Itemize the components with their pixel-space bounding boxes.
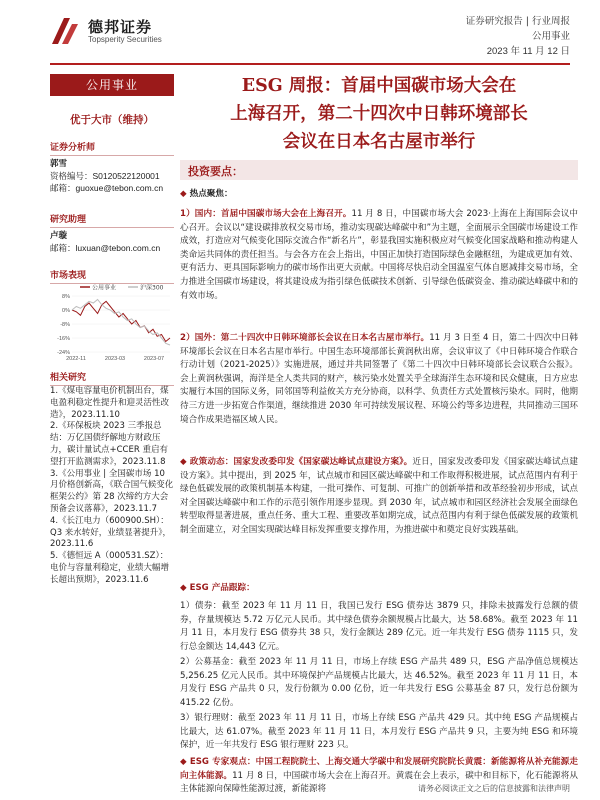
report-title [180, 72, 578, 156]
key-points-bar [180, 160, 578, 180]
related-item[interactable]: 2.《环保板块 2023 三季报总结：万亿国债纾解地方财政压力，碳计量试点+CCER 重启有望打开监测需求》，2023.11.8 [50, 421, 168, 467]
y-tick-label: -24% [57, 350, 70, 356]
key-points-label: 投资要点： [188, 165, 243, 178]
foreign-heading: 2）国外：第二十四次中日韩环境部长会议在日本名古屋市举行。 [180, 333, 430, 343]
foreign-body: 11 月 3 日至 4 日，第二十四次中日韩环境部长会议在日本名古屋市举行。中国生态环境部部长黄润秋出席，会议审议了《中日韩环境合作联合行动计划（2021-2025）》实施进展，通过并共同签署了《第二十四次中日韩环境部长会议联合公报》。会上黄润秋强调，海洋是全人类共同的财产，核污染水处置关乎全球海洋生态环境和民众健康，日方应忠实履行本国的国际义务，同邻国等利益攸关方充分协商，以科学、负责任方式处置核污染水。同时，他期待三方进一步拓宽合作渠道，继续推进 2030 年可持续发展议程、环境公约等多边进程，共同推动三国环境合作成果造福区域人民。 [180, 333, 578, 425]
related-list [50, 386, 174, 587]
assistant-heading: 研究助理 [50, 212, 174, 228]
report-header [0, 0, 600, 68]
disclaimer-footer: 请务必阅读正文之后的信息披露和法律声明 [418, 784, 570, 793]
analyst-heading: 证券分析师 [50, 140, 174, 156]
market-chart [50, 282, 174, 364]
y-tick-label: 0% [62, 308, 70, 314]
main-content [180, 68, 578, 798]
bullet-icon: ◆ [180, 457, 190, 467]
header-divider [50, 63, 570, 65]
hot-topics-label: 热点聚焦： [189, 189, 233, 199]
bullet-icon: ◆ [180, 583, 190, 593]
x-tick-label: 2023-07 [143, 356, 165, 362]
domestic-heading: 1）国内：首届中国碳市场大会在上海召开。 [180, 209, 352, 219]
related-item[interactable]: 1.《煤电容量电价机制出台，煤电盈利稳定性提升和迎灵活性改造》，2023.11.10 [50, 386, 170, 420]
legend-label: 沪深300 [140, 284, 164, 292]
y-tick-label: -16% [57, 336, 70, 342]
brand-name: 德邦证券 [88, 18, 153, 36]
y-tick-label: 8% [62, 294, 70, 300]
analyst-name: 郭雪 [50, 159, 68, 169]
paragraph-esg-wealth: 3）银行理财：截至 2023 年 11 月 11 日，市场上存续 ESG 产品共 429 只。其中纯 ESG 产品规模占比最大，达 61.07%。截至 2023 年 11 月 11 日，本月发行 ESG 产品共 9 只，主要为纯 ESG 和环境保护，近一年共发行 ESG 银行理财 223 只。 [180, 713, 578, 751]
domestic-body: 11 月 8 日，中国碳市场大会 2023·上海在上海国际会议中心召开。会议以“建设碳排放权交易市场，推动实现碳达峰碳中和”为主题，全面展示全国碳市场建设工作成效，打造应对气候变化国际交流合作“新名片”，彰显我国实施积极应对气候变化国家战略和推动构建人类命运共同体的责任担当。与会各方在会上指出，中国正加快打造国际绿色金融枢纽，为建成更加有效、更有活力、更具国际影响力的碳市场作出更大贡献。中国将尽快启动全国温室气体自愿减排交易市场，全力推进全国碳市场建设，将其建设成为指引绿色低碳技术创新、引导绿色低碳资金、推动碳达峰碳中和的有效市场。 [180, 209, 578, 301]
assistant-info [50, 230, 174, 254]
policy-heading: 政策动态：国家发改委印发《国家碳达峰试点建设方案》。 [189, 457, 413, 467]
bullet-icon: ◆ [180, 189, 190, 199]
report-type: 证券研究报告 | 行业周报 [465, 16, 570, 27]
y-tick-label: -8% [60, 322, 70, 328]
rating-label: 优于大市（维持） [70, 114, 154, 126]
report-meta [466, 14, 570, 59]
related-heading: 相关研究 [50, 370, 174, 386]
related-item[interactable]: 4.《长江电力（600900.SH）：Q3 来水转好，业绩显著提升》，2023.11.6 [50, 515, 172, 550]
analyst-cert: 资格编号：S0120522120001 [50, 171, 160, 181]
hot-topics-title [180, 188, 578, 202]
report-date: 2023 年 11 月 12 日 [486, 46, 570, 57]
brand-logo-icon [50, 16, 82, 46]
market-heading: 市场表现 [50, 268, 174, 284]
title-line: 上海召开，第二十四次中日韩环境部长 [230, 104, 528, 124]
paragraph-domestic [180, 208, 578, 303]
report-sector: 公用事业 [531, 31, 570, 42]
sidebar [50, 70, 174, 800]
sector-badge: 公用事业 [50, 74, 174, 96]
x-tick-label: 2022-11 [66, 356, 86, 362]
bullet-icon: ◆ [180, 757, 190, 767]
title-line: 会议在日本名古屋市举行 [282, 132, 476, 152]
analyst-email[interactable]: 邮箱：guoxue@tebon.com.cn [50, 183, 164, 193]
esg-tracking-label: ESG 产品跟踪： [189, 583, 255, 593]
brand-name-en: Topsperity Securities [88, 35, 162, 44]
x-tick-label: 2023-03 [104, 356, 126, 362]
policy-body: 近日，国家发改委印发《国家碳达峰试点建设方案》。其中提出，到 2025 年，试点城市和园区碳达峰碳中和工作取得积极进展，试点范围内有利于绿色低碳发展的政策机制基本构建，一批可操作、可复制、可推广的创新举措和改革经验初步形成，试点对全国碳达峰碳中和工作的示范引领作用逐步显现。到 2030 年，试点城市和园区经济社会发展全面绿色转型取得显著进展，重点任务、重大工程、重要改革如期完成，试点范围内有利于绿色低碳发展的政策机制全面建立，对全国实现碳达峰目标发挥重要支撑作用，为推进碳中和奠定良好实践基础。 [180, 457, 579, 535]
paragraph-policy [180, 456, 578, 538]
related-item[interactable]: 3.《公用事业 | 全国碳市场 10 月价格创新高，《联合国气候变化框架公约》第 28 次缔约方大会预备会议落幕》，2023.11.7 [50, 468, 174, 514]
esg-tracking-title [180, 582, 578, 596]
expert-body: 11 月 8 日，中国碳市场大会在上海召开。黄震在会上表示，碳中和目标下，化石能源将从主体能源向保障性能源过渡，新能源将 [180, 770, 578, 795]
title-line: ESG 周报：首届中国碳市场大会在 [241, 76, 517, 96]
assistant-name: 卢璇 [50, 231, 68, 241]
paragraph-esg-funds: 2）公募基金：截至 2023 年 11 月 11 日，市场上存续 ESG 产品共 489 只，ESG 产品净值总规模达 5,256.25 亿元人民币。其中环境保护产品规模占比最大，达 46.52%。截至 2023 年 11 月 11 日，本月发行 ESG 产品共 0 只，发行份额为 0.00 亿份，近一年共发行 ESG 公募基金 87 只，发行总份额为 415.22 亿份。 [180, 657, 578, 708]
analyst-info [50, 158, 174, 194]
paragraph-esg-bonds: 1）债券：截至 2023 年 11 月 11 日，我国已发行 ESG 债券达 3879 只，排除未披露发行总额的债券，存量规模达 5.72 万亿元人民币。其中绿色债券余额规模占比最大，达 58.68%。截至 2023 年 11 月 11 日，本月发行 ESG 债券共 38 只，发行金额达 289 亿元。近一年共发行 ESG 债券 1115 只，发行总金额达 14,443 亿元。 [180, 601, 578, 652]
paragraph-foreign [180, 332, 578, 427]
related-item[interactable]: 5.《德恒远 A（000531.SZ）：电价与容量利稳定，业绩大幅增长超出预期》，2023.11.6 [50, 551, 170, 585]
legend-label: 公用事业 [92, 284, 117, 292]
expert-heading: ESG 专家观点：中国工程院院士、上海交通大学碳中和发展研究院院长黄震：新能源将从补充能源走向主体能源。 [180, 757, 578, 781]
assistant-email[interactable]: 邮箱：luxuan@tebon.com.cn [50, 243, 161, 253]
series-line-utilities [72, 301, 170, 341]
